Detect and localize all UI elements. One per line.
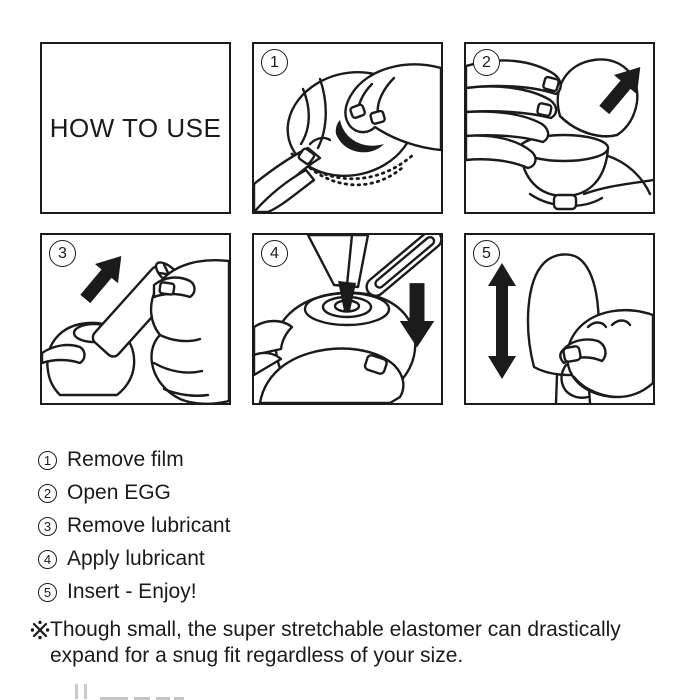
step-1-number-badge: 1 bbox=[261, 49, 288, 76]
panel-step-5 bbox=[464, 233, 655, 405]
instruction-label: Apply lubricant bbox=[67, 547, 205, 570]
circled-number-2: 2 bbox=[38, 484, 57, 503]
list-item bbox=[38, 483, 230, 503]
list-item bbox=[38, 516, 230, 536]
circled-number-1: 1 bbox=[38, 451, 57, 470]
circled-number-4: 4 bbox=[38, 550, 57, 569]
reference-mark-icon bbox=[30, 620, 50, 640]
instruction-label: Remove film bbox=[67, 448, 184, 471]
page-title: HOW TO USE bbox=[49, 112, 222, 143]
circled-number-5: 5 bbox=[38, 583, 57, 602]
list-item bbox=[38, 450, 230, 470]
cropped-mark bbox=[84, 684, 87, 699]
panel-step-4 bbox=[252, 233, 443, 405]
panel-title bbox=[40, 42, 231, 214]
panel-step-2 bbox=[464, 42, 655, 214]
instruction-label: Open EGG bbox=[67, 481, 171, 504]
panel-step-1 bbox=[252, 42, 443, 214]
step-4-number-badge: 4 bbox=[261, 240, 288, 267]
instruction-label: Insert - Enjoy! bbox=[67, 580, 197, 603]
list-item bbox=[38, 549, 230, 569]
footnote-line-2: expand for a snug fit regardless of your size. bbox=[50, 644, 464, 667]
list-item bbox=[38, 582, 230, 602]
step-2-number-badge: 2 bbox=[473, 49, 500, 76]
cropped-mark bbox=[75, 684, 78, 699]
footnote-line-1: Though small, the super stretchable elastomer can drastically bbox=[50, 618, 621, 641]
step-3-number-badge: 3 bbox=[49, 240, 76, 267]
circled-number-3: 3 bbox=[38, 517, 57, 536]
cropped-bottom-text bbox=[0, 684, 700, 700]
panel-step-3 bbox=[40, 233, 231, 405]
arrow-up-down-icon bbox=[488, 263, 516, 379]
step-5-number-badge: 5 bbox=[473, 240, 500, 267]
footnote-text bbox=[50, 617, 621, 669]
footnote bbox=[30, 617, 680, 669]
instruction-list bbox=[38, 450, 230, 615]
instruction-label: Remove lubricant bbox=[67, 514, 231, 537]
panel-grid bbox=[40, 42, 655, 405]
